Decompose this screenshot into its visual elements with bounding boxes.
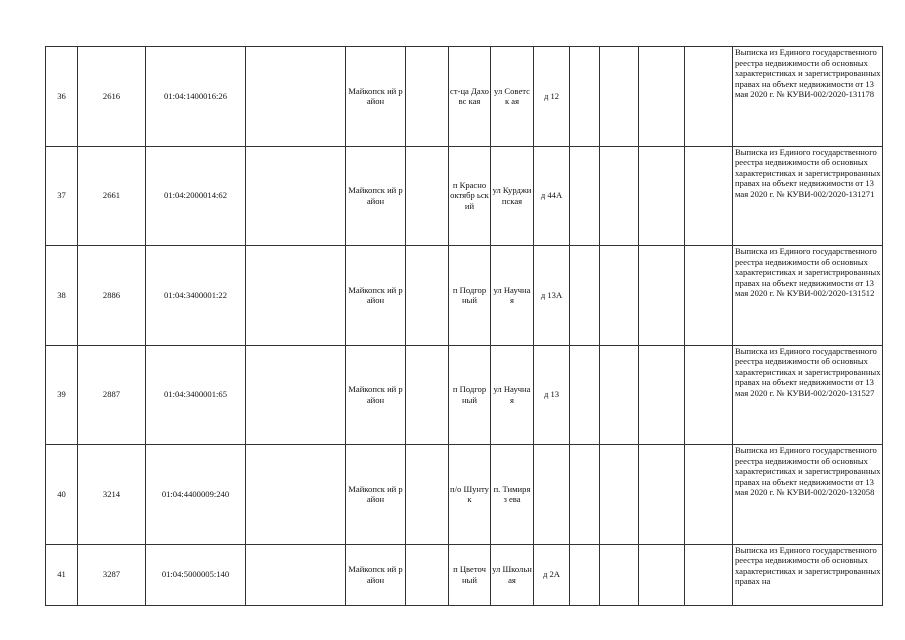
empty-cell [600, 246, 639, 346]
empty-cell [406, 47, 449, 147]
row-number-cell: 40 [46, 445, 78, 545]
empty-cell [570, 246, 600, 346]
empty-cell [600, 47, 639, 147]
empty-cell [685, 47, 733, 147]
empty-cell [246, 146, 346, 246]
empty-cell [639, 146, 685, 246]
row-number-cell: 41 [46, 544, 78, 605]
district-cell: Майкопск ий район [346, 345, 406, 445]
empty-cell [639, 246, 685, 346]
empty-cell [600, 146, 639, 246]
empty-cell [639, 47, 685, 147]
street-cell: п. Тимиряз ева [491, 445, 534, 545]
table-row [46, 146, 883, 246]
street-cell: ул Научная [491, 345, 534, 445]
house-number-cell: д 13 [534, 345, 570, 445]
row-number-cell: 36 [46, 47, 78, 147]
empty-cell [600, 445, 639, 545]
title-document-cell: Выписка из Единого государственного реестра недвижимости об основных характеристиках и зарегистрированных правах на [733, 544, 883, 605]
empty-cell [246, 246, 346, 346]
object-code-cell: 2616 [78, 47, 146, 147]
empty-cell [246, 445, 346, 545]
empty-cell [639, 544, 685, 605]
empty-cell [570, 47, 600, 147]
settlement-cell: п/о Шунту к [449, 445, 491, 545]
street-cell: ул Советск ая [491, 47, 534, 147]
empty-cell [639, 445, 685, 545]
empty-cell [406, 146, 449, 246]
title-document-cell: Выписка из Единого государственного реестра недвижимости об основных характеристиках и зарегистрированных правах на объект недвижимости от 13 мая 2020 г. № КУВИ-002/2020-131271 [733, 146, 883, 246]
table-row [46, 345, 883, 445]
district-cell: Майкопск ий район [346, 544, 406, 605]
object-code-cell: 2887 [78, 345, 146, 445]
empty-cell [406, 445, 449, 545]
title-document-cell: Выписка из Единого государственного реестра недвижимости об основных характеристиках и зарегистрированных правах на объект недвижимости от 13 мая 2020 г. № КУВИ-002/2020-131512 [733, 246, 883, 346]
empty-cell [685, 544, 733, 605]
table-row [46, 544, 883, 605]
register-body [46, 47, 883, 606]
table-row [46, 246, 883, 346]
cadastral-number-cell: 01:04:3400001:65 [146, 345, 246, 445]
settlement-cell: п Красно октябр ьский [449, 146, 491, 246]
house-number-cell: д 12 [534, 47, 570, 147]
empty-cell [406, 544, 449, 605]
cadastral-number-cell: 01:04:5000005:140 [146, 544, 246, 605]
empty-cell [246, 47, 346, 147]
street-cell: ул Научная [491, 246, 534, 346]
house-number-cell: д 13А [534, 246, 570, 346]
empty-cell [246, 345, 346, 445]
district-cell: Майкопск ий район [346, 146, 406, 246]
settlement-cell: п Подгор ный [449, 345, 491, 445]
table-row [46, 445, 883, 545]
row-number-cell: 38 [46, 246, 78, 346]
street-cell: ул Курджи пская [491, 146, 534, 246]
empty-cell [685, 445, 733, 545]
settlement-cell: ст-ца Даховс кая [449, 47, 491, 147]
cadastral-number-cell: 01:04:4400009:240 [146, 445, 246, 545]
empty-cell [246, 544, 346, 605]
empty-cell [570, 544, 600, 605]
empty-cell [639, 345, 685, 445]
settlement-cell: п Подгор ный [449, 246, 491, 346]
cadastral-number-cell: 01:04:2000014:62 [146, 146, 246, 246]
object-code-cell: 2886 [78, 246, 146, 346]
title-document-cell: Выписка из Единого государственного реестра недвижимости об основных характеристиках и зарегистрированных правах на объект недвижимости от 13 мая 2020 г. № КУВИ-002/2020-132058 [733, 445, 883, 545]
object-code-cell: 3287 [78, 544, 146, 605]
district-cell: Майкопск ий район [346, 445, 406, 545]
title-document-cell: Выписка из Единого государственного реестра недвижимости об основных характеристиках и зарегистрированных правах на объект недвижимости от 13 мая 2020 г. № КУВИ-002/2020-131178 [733, 47, 883, 147]
object-code-cell: 2661 [78, 146, 146, 246]
house-number-cell: д 2А [534, 544, 570, 605]
cadastral-number-cell: 01:04:3400001:22 [146, 246, 246, 346]
empty-cell [600, 345, 639, 445]
row-number-cell: 37 [46, 146, 78, 246]
property-register-table [45, 46, 883, 606]
street-cell: ул Школьн ая [491, 544, 534, 605]
district-cell: Майкопск ий район [346, 246, 406, 346]
empty-cell [600, 544, 639, 605]
empty-cell [406, 246, 449, 346]
empty-cell [685, 246, 733, 346]
cadastral-number-cell: 01:04:1400016:26 [146, 47, 246, 147]
empty-cell [685, 146, 733, 246]
empty-cell [570, 345, 600, 445]
empty-cell [685, 345, 733, 445]
settlement-cell: п Цветоч ный [449, 544, 491, 605]
table-row [46, 47, 883, 147]
object-code-cell: 3214 [78, 445, 146, 545]
house-number-cell [534, 445, 570, 545]
empty-cell [570, 445, 600, 545]
empty-cell [570, 146, 600, 246]
title-document-cell: Выписка из Единого государственного реестра недвижимости об основных характеристиках и зарегистрированных правах на объект недвижимости от 13 мая 2020 г. № КУВИ-002/2020-131527 [733, 345, 883, 445]
row-number-cell: 39 [46, 345, 78, 445]
empty-cell [406, 345, 449, 445]
house-number-cell: д 44А [534, 146, 570, 246]
district-cell: Майкопск ий район [346, 47, 406, 147]
